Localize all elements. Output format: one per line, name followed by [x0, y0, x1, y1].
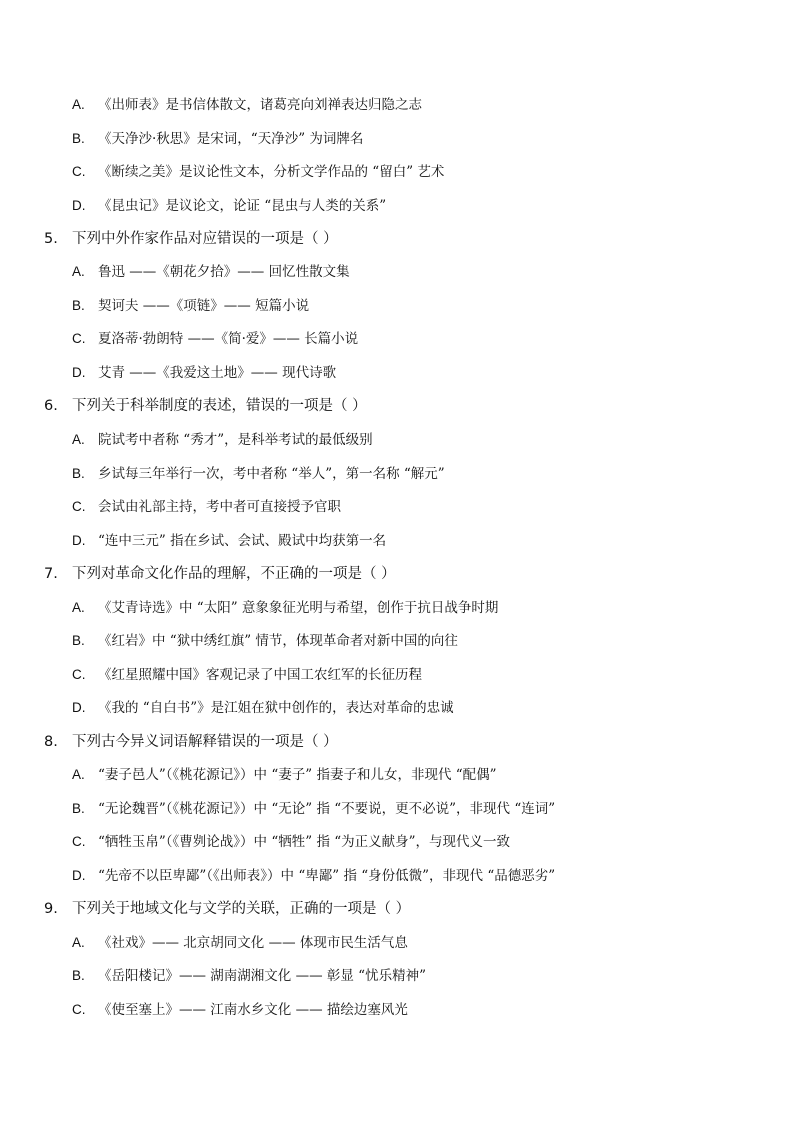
option-text: “妻子邑人”（《桃花源记》）中 “妻子” 指妻子和儿女，非现代 “配偶”	[98, 767, 497, 783]
option-text: 契诃夫 ——《项链》—— 短篇小说	[98, 298, 310, 314]
option-letter: B.	[72, 968, 85, 983]
option-letter: C.	[72, 834, 86, 849]
option-text: “连中三元” 指在乡试、会试、殿试中均获第一名	[98, 533, 387, 549]
question-text: 下列中外作家作品对应错误的一项是（ ）	[72, 231, 338, 247]
question-number: 7.	[44, 566, 58, 582]
option-letter: C.	[72, 667, 86, 682]
option-letter: D.	[72, 533, 86, 548]
option-text: 《社戏》—— 北京胡同文化 —— 体现市民生活气息	[98, 935, 408, 951]
option-letter: A.	[72, 600, 85, 615]
question-8	[44, 733, 338, 751]
option-letter: D.	[72, 198, 86, 213]
question-9	[44, 900, 410, 918]
option-d	[72, 867, 555, 885]
option-c	[72, 330, 358, 348]
option-letter: A.	[72, 935, 85, 950]
option-letter: C.	[72, 1002, 86, 1017]
option-b	[72, 130, 363, 148]
option-c	[72, 163, 444, 181]
option-text: 乡试每三年举行一次，考中者称 “举人”，第一名称 “解元”	[98, 466, 445, 482]
option-letter: B.	[72, 801, 85, 816]
option-letter: B.	[72, 466, 85, 481]
option-text: 《艾青诗选》中 “太阳” 意象象征光明与希望，创作于抗日战争时期	[98, 600, 499, 616]
option-c	[72, 1001, 408, 1019]
option-a	[72, 431, 373, 449]
option-text: 艾青 ——《我爱这土地》—— 现代诗歌	[98, 365, 337, 381]
option-d	[72, 197, 386, 215]
option-letter: A.	[72, 767, 85, 782]
option-b	[72, 800, 555, 818]
option-letter: D.	[72, 365, 86, 380]
question-text: 下列对革命文化作品的理解，不正确的一项是（ ）	[72, 566, 396, 582]
option-a	[72, 766, 497, 784]
option-letter: D.	[72, 700, 86, 715]
option-b	[72, 967, 426, 985]
option-text: 会试由礼部主持，考中者可直接授予官职	[98, 499, 341, 515]
question-number: 6.	[44, 398, 58, 414]
option-letter: D.	[72, 868, 86, 883]
option-text: 《使至塞上》—— 江南水乡文化 —— 描绘边塞风光	[98, 1002, 408, 1018]
option-a	[72, 599, 498, 617]
question-7	[44, 565, 396, 583]
option-letter: C.	[72, 164, 86, 179]
option-b	[72, 632, 458, 650]
option-text: 《我的 “自白书”》是江姐在狱中创作的，表达对革命的忠诚	[98, 700, 454, 716]
option-a	[72, 263, 350, 281]
option-a	[72, 96, 422, 114]
option-d	[72, 532, 386, 550]
option-text: 《天净沙·秋思》是宋词，“天净沙” 为词牌名	[98, 131, 364, 147]
option-text: 《断续之美》是议论性文本，分析文学作品的 “留白” 艺术	[98, 164, 445, 180]
option-text: 鲁迅 ——《朝花夕拾》—— 回忆性散文集	[98, 264, 350, 280]
option-c	[72, 666, 422, 684]
option-c	[72, 498, 341, 516]
option-text: 《红星照耀中国》客观记录了中国工农红军的长征历程	[98, 667, 422, 683]
option-a	[72, 934, 408, 952]
option-letter: B.	[72, 131, 85, 146]
question-number: 9.	[44, 901, 58, 917]
option-letter: B.	[72, 633, 85, 648]
option-b	[72, 465, 445, 483]
option-text: 《昆虫记》是议论文，论证 “昆虫与人类的关系”	[98, 198, 387, 214]
question-5	[44, 230, 338, 248]
option-letter: A.	[72, 97, 85, 112]
question-text: 下列关于科举制度的表述，错误的一项是（ ）	[72, 398, 367, 414]
option-letter: C.	[72, 331, 86, 346]
option-text: 《岳阳楼记》—— 湖南湖湘文化 —— 彰显 “忧乐精神”	[98, 968, 426, 984]
option-text: 院试考中者称 “秀才”，是科举考试的最低级别	[98, 432, 373, 448]
question-number: 5.	[44, 231, 58, 247]
question-text: 下列古今异义词语解释错误的一项是（ ）	[72, 734, 338, 750]
option-letter: C.	[72, 499, 86, 514]
question-number: 8.	[44, 734, 58, 750]
option-letter: A.	[72, 432, 85, 447]
option-letter: A.	[72, 264, 85, 279]
option-text: “无论魏晋”（《桃花源记》）中 “无论” 指 “不要说，更不必说”，非现代 “连词”	[98, 801, 556, 817]
question-text: 下列关于地域文化与文学的关联，正确的一项是（ ）	[72, 901, 411, 917]
question-6	[44, 397, 367, 415]
option-text: 夏洛蒂·勃朗特 ——《简·爱》—— 长篇小说	[98, 331, 359, 347]
option-text: 《红岩》中 “狱中绣红旗” 情节，体现革命者对新中国的向往	[98, 633, 458, 649]
option-d	[72, 364, 336, 382]
option-letter: B.	[72, 298, 85, 313]
option-text: “先帝不以臣卑鄙”（《出师表》）中 “卑鄙” 指 “身份低微”，非现代 “品德恶劣”	[98, 868, 556, 884]
option-text: 《出师表》是书信体散文，诸葛亮向刘禅表达归隐之志	[98, 97, 422, 113]
option-c	[72, 833, 510, 851]
option-b	[72, 297, 309, 315]
option-d	[72, 699, 454, 717]
option-text: “牺牲玉帛”（《曹刿论战》）中 “牺牲” 指 “为正义献身”，与现代义一致	[98, 834, 511, 850]
